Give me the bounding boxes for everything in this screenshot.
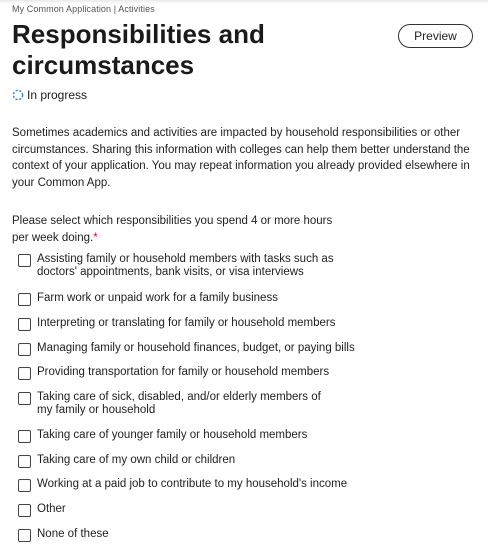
checkbox[interactable] bbox=[18, 479, 31, 492]
option-label: Managing family or household finances, budget, or paying bills bbox=[37, 342, 355, 354]
checkbox[interactable] bbox=[18, 430, 31, 443]
option-transportation[interactable] bbox=[18, 366, 478, 380]
status-indicator bbox=[12, 88, 87, 102]
option-other[interactable] bbox=[18, 503, 478, 517]
intro-paragraph: Sometimes academics and activities are impacted by household responsibilities or other circumstances. Sharing this information with colleges can help them better understand the context of your application. You may repeat information you already provided elsewhere in your Common App. bbox=[12, 127, 470, 189]
question-label bbox=[12, 213, 342, 246]
status-text: In progress bbox=[27, 88, 88, 102]
option-managing-finances[interactable] bbox=[18, 342, 478, 356]
preview-button[interactable]: Preview bbox=[398, 24, 473, 48]
option-label: Providing transportation for family or household members bbox=[37, 366, 330, 378]
page-title: Responsibilities and circumstances bbox=[12, 19, 265, 80]
option-paid-job[interactable] bbox=[18, 478, 478, 492]
option-label: Other bbox=[37, 503, 66, 515]
option-label: Assisting family or household members with tasks such as doctors' appointments, bank visits, or visa interviews bbox=[37, 253, 334, 278]
checkbox[interactable] bbox=[18, 343, 31, 356]
option-label: None of these bbox=[37, 528, 109, 540]
in-progress-icon bbox=[12, 89, 24, 101]
option-farm-work[interactable] bbox=[18, 292, 478, 306]
option-label: Farm work or unpaid work for a family business bbox=[37, 292, 278, 304]
option-label: Taking care of sick, disabled, and/or elderly members of my family or household bbox=[37, 391, 321, 416]
checkbox[interactable] bbox=[18, 455, 31, 468]
checkbox[interactable] bbox=[18, 529, 31, 542]
option-assisting-family[interactable] bbox=[18, 253, 478, 279]
checkbox[interactable] bbox=[18, 367, 31, 380]
option-sick-elderly-care[interactable] bbox=[18, 391, 478, 417]
option-own-children[interactable] bbox=[18, 454, 478, 468]
checkbox[interactable] bbox=[18, 293, 31, 306]
option-interpreting[interactable] bbox=[18, 317, 478, 331]
checkbox[interactable] bbox=[18, 254, 31, 267]
checkbox[interactable] bbox=[18, 504, 31, 517]
question-text: Please select which responsibilities you spend 4 or more hours per week doing. bbox=[12, 215, 333, 244]
option-younger-family-care[interactable] bbox=[18, 429, 478, 443]
checkbox[interactable] bbox=[18, 392, 31, 405]
option-label: Working at a paid job to contribute to my household's income bbox=[37, 478, 348, 490]
option-label: Interpreting or translating for family or household members bbox=[37, 317, 336, 329]
required-marker: * bbox=[93, 231, 98, 244]
breadcrumb[interactable]: My Common Application | Activities bbox=[12, 4, 155, 14]
option-label: Taking care of younger family or household members bbox=[37, 429, 308, 441]
checkbox[interactable] bbox=[18, 318, 31, 331]
option-none[interactable] bbox=[18, 528, 478, 542]
option-label: Taking care of my own child or children bbox=[37, 454, 236, 466]
